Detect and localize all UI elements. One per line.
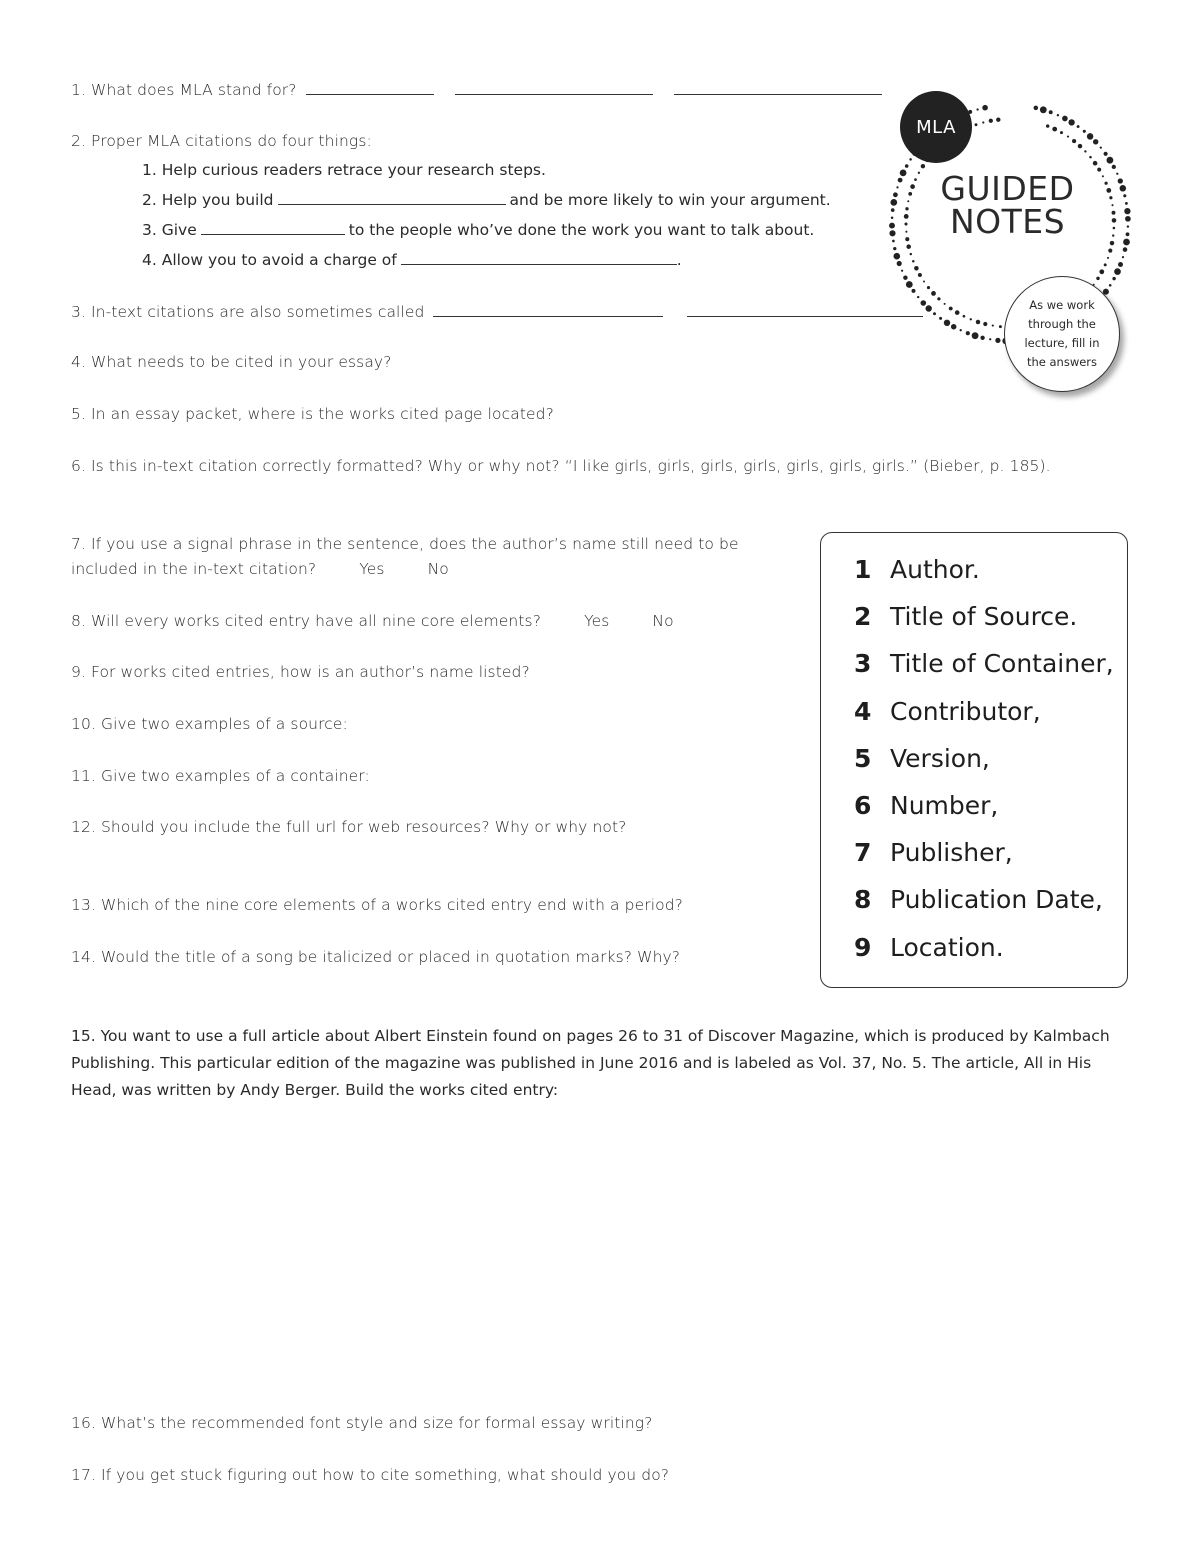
ring-dot	[903, 275, 907, 279]
ring-dot	[914, 266, 919, 271]
question-10: 10. Give two examples of a source:	[71, 715, 348, 733]
core-element-row	[821, 697, 1127, 744]
ring-dot	[996, 118, 1000, 122]
ring-dot	[917, 296, 919, 298]
question-14: 14. Would the title of a song be italicized or placed in quotation marks? Why?	[71, 948, 681, 966]
ring-dot	[989, 338, 991, 340]
ring-dot	[1109, 196, 1112, 199]
ring-dot	[1040, 106, 1047, 113]
ring-dot	[1118, 178, 1123, 183]
ring-dot	[1096, 277, 1099, 280]
ring-dot	[1099, 269, 1104, 274]
question-1-text: 1. What does MLA stand for?	[71, 81, 297, 99]
ring-dot	[995, 338, 1000, 343]
ring-dot	[1111, 204, 1113, 206]
ring-dot	[912, 289, 916, 293]
core-element-number: 6	[854, 790, 872, 820]
ring-dot	[975, 123, 978, 126]
ring-dot	[1087, 133, 1093, 139]
core-element-row	[821, 933, 1127, 980]
answer-blank[interactable]	[455, 80, 653, 95]
ring-dot	[1093, 139, 1098, 144]
ring-dot	[1123, 194, 1126, 197]
question-12: 12. Should you include the full url for web resources? Why or why not?	[71, 818, 627, 836]
ring-dot	[1049, 110, 1053, 114]
ring-dot	[921, 164, 925, 168]
ring-dot	[1127, 225, 1129, 227]
ring-dot	[983, 322, 987, 326]
ring-dot	[1046, 124, 1049, 127]
core-element-number: 5	[854, 743, 872, 773]
core-element-label: Location.	[890, 932, 1004, 962]
ring-dot	[944, 303, 946, 305]
mla-circle-label: MLA	[900, 91, 972, 163]
ring-dot	[970, 318, 972, 320]
ring-dot	[1068, 119, 1074, 125]
core-element-number: 1	[854, 555, 872, 584]
ring-dot	[1122, 256, 1124, 258]
core-element-number: 2	[854, 602, 872, 632]
ring-dot	[999, 325, 1002, 328]
ring-dot	[923, 280, 925, 282]
ring-dot	[1067, 136, 1069, 138]
ring-dot	[893, 247, 896, 250]
ring-dot	[1078, 144, 1083, 149]
core-element-label: Publication Date,	[890, 885, 1103, 915]
question-2-item-2: 2. Help you build and be more likely to win your argument.	[142, 191, 831, 209]
ring-dot	[976, 108, 978, 110]
question-8: 8. Will every works cited entry have all nine core elements? Yes No	[71, 612, 674, 630]
ring-dot	[955, 310, 960, 315]
ring-dot	[1123, 239, 1130, 246]
core-element-row	[821, 791, 1127, 838]
ring-dot	[939, 317, 942, 320]
ring-dot	[921, 300, 927, 306]
ring-dot	[1118, 262, 1123, 267]
yes-option[interactable]: Yes	[584, 612, 610, 630]
ring-dot	[1114, 268, 1121, 275]
ring-dot	[1125, 202, 1128, 205]
core-element-label: Number,	[890, 790, 999, 820]
ring-dot	[893, 192, 898, 197]
ring-dot	[1120, 185, 1127, 192]
ring-dot	[905, 237, 909, 241]
question-11: 11. Give two examples of a container:	[71, 767, 370, 785]
ring-dot	[1100, 146, 1102, 148]
question-5: 5. In an essay packet, where is the works cited page located?	[71, 405, 554, 423]
ring-dot	[898, 178, 903, 183]
ring-dot	[891, 217, 894, 220]
ring-dot	[1112, 165, 1116, 169]
ring-dot	[1125, 216, 1131, 222]
core-element-number: 9	[854, 932, 872, 962]
ring-dot	[901, 270, 903, 272]
ring-dot	[1034, 106, 1039, 111]
ring-dot	[1104, 152, 1108, 156]
question-7-line-1: 7. If you use a signal phrase in the sentence, does the author’s name still need to be	[71, 535, 739, 553]
ring-dot	[897, 261, 902, 266]
core-element-row	[821, 744, 1127, 791]
ring-dot	[918, 273, 922, 277]
core-elements-box	[820, 532, 1128, 988]
core-element-row	[821, 649, 1127, 696]
ring-dot	[1116, 173, 1118, 175]
no-option[interactable]: No	[427, 560, 449, 578]
ring-dot	[905, 231, 907, 233]
ring-dot	[1084, 150, 1086, 152]
question-2-item-3: 3. Give to the people who’ve done the work you want to talk about.	[142, 221, 815, 239]
ring-dot	[982, 105, 988, 111]
ring-dot	[906, 281, 913, 288]
ring-dot	[966, 331, 970, 335]
question-16: 16. What’s the recommended font style and size for formal essay writing?	[71, 1414, 653, 1432]
core-element-row	[821, 838, 1127, 885]
ring-dot	[1083, 130, 1086, 133]
question-15: 15. You want to use a full article about Albert Einstein found on pages 26 to 31 of Discover Magazine, which is produced by Kalmbach Publishing. This particular edition of the magazine was published in June 2016 and is labeled as Vol. 37, No. 5. The article, All in His Head, was written by Andy Berger. Build the works cited entry:	[71, 1027, 1110, 1099]
ring-dot	[926, 305, 932, 311]
question-7-line-2: included in the in-text citation? Yes No	[71, 560, 449, 578]
ring-dot	[1124, 208, 1130, 214]
ring-dot	[1057, 114, 1059, 116]
ring-dot	[992, 325, 994, 327]
answer-blank[interactable]	[306, 80, 434, 95]
question-13: 13. Which of the nine core elements of a works cited entry end with a period?	[71, 896, 683, 914]
ring-dot	[1093, 161, 1098, 166]
core-element-number: 3	[854, 649, 872, 679]
ring-dot	[937, 297, 940, 300]
ring-dot	[1112, 218, 1117, 223]
guided-notes-title: GUIDED NOTES	[940, 169, 1075, 241]
ring-dot	[912, 260, 915, 263]
question-2-item-4: 4. Allow you to avoid a charge of .	[142, 251, 682, 269]
ring-dot	[907, 200, 909, 202]
ring-dot	[1060, 131, 1063, 134]
question-9: 9. For works cited entries, how is an author’s name listed?	[71, 663, 530, 681]
ring-dot	[894, 253, 901, 260]
ring-dot	[910, 253, 912, 255]
ring-dot	[1108, 249, 1112, 253]
core-element-label: Author.	[890, 555, 980, 584]
core-element-number: 4	[854, 696, 872, 726]
ring-dot	[1112, 211, 1116, 215]
ring-dot	[1105, 182, 1108, 185]
ring-dot	[904, 222, 907, 225]
ring-dot	[914, 178, 917, 181]
ring-dot	[1123, 247, 1128, 252]
ring-dot	[944, 320, 950, 326]
ring-dot	[1126, 232, 1130, 236]
ring-dot	[960, 329, 962, 331]
answer-blank[interactable]	[433, 302, 663, 317]
ring-dot	[927, 286, 930, 289]
answer-blank[interactable]	[201, 220, 345, 235]
core-element-label: Publisher,	[890, 838, 1013, 868]
ring-dot	[989, 119, 993, 123]
ring-dot	[931, 291, 936, 296]
ring-dot	[910, 184, 915, 189]
ring-dot	[982, 121, 984, 123]
ring-dot	[933, 312, 936, 315]
instructions-bubble: As we work through the lecture, fill in the answers	[1004, 276, 1120, 392]
ring-dot	[889, 223, 895, 229]
ring-dot	[896, 186, 898, 188]
ring-dot	[891, 208, 895, 212]
ring-dot	[1072, 139, 1076, 143]
core-element-label: Contributor,	[890, 696, 1041, 726]
question-4: 4. What needs to be cited in your essay?	[71, 353, 392, 371]
core-element-row	[821, 602, 1127, 649]
ring-dot	[900, 170, 907, 177]
core-element-label: Title of Source.	[890, 602, 1078, 632]
ring-dot	[1102, 175, 1104, 177]
ring-dot	[905, 164, 909, 168]
question-1	[71, 80, 886, 99]
answer-blank[interactable]	[674, 80, 882, 95]
core-element-row	[821, 555, 1127, 602]
ring-dot	[951, 324, 956, 329]
ring-dot	[1110, 241, 1114, 245]
ring-dot	[890, 199, 897, 206]
ring-dot	[1052, 127, 1057, 132]
ring-dot	[1097, 168, 1101, 172]
ring-dot	[1113, 227, 1116, 230]
ring-dot	[963, 315, 966, 318]
ring-dot	[1077, 125, 1080, 128]
ring-dot	[1112, 277, 1115, 280]
yes-option[interactable]: Yes	[359, 560, 385, 578]
ring-dot	[1107, 157, 1114, 164]
ring-dot	[1106, 188, 1111, 193]
ring-dot	[904, 214, 909, 219]
ring-dot	[980, 336, 984, 340]
ring-dot	[976, 320, 980, 324]
ring-dot	[905, 207, 908, 210]
ring-dot	[1109, 284, 1112, 287]
answer-blank[interactable]	[401, 250, 677, 265]
ring-dot	[1112, 234, 1114, 236]
ring-dot	[909, 158, 912, 161]
ring-dot	[892, 240, 895, 243]
no-option[interactable]: No	[652, 612, 674, 630]
ring-dot	[906, 244, 911, 249]
ring-dot	[1089, 156, 1092, 159]
question-3: 3. In-text citations are also sometimes called	[71, 302, 927, 321]
answer-blank[interactable]	[278, 190, 506, 205]
ring-dot	[1104, 263, 1107, 266]
ring-dot	[889, 230, 895, 236]
core-element-label: Title of Container,	[890, 649, 1114, 679]
ring-dot	[1107, 257, 1109, 259]
question-17: 17. If you get stuck figuring out how to cite something, what should you do?	[71, 1466, 670, 1484]
ring-dot	[949, 307, 953, 311]
ring-dot	[1062, 116, 1068, 122]
core-element-row	[821, 885, 1127, 932]
ring-dot	[972, 332, 979, 339]
ring-dot	[908, 192, 912, 196]
core-element-number: 7	[854, 838, 872, 868]
ring-dot	[918, 172, 920, 174]
core-element-label: Version,	[890, 743, 990, 773]
question-6: 6. Is this in-text citation correctly formatted? Why or why not? “I like girls, girls, girls, girls, girls, girls, girls.” (Bieber, p. 185).	[71, 457, 1051, 475]
core-element-number: 8	[854, 885, 872, 915]
question-2: 2. Proper MLA citations do four things:	[71, 132, 372, 150]
question-2-item-1: 1. Help curious readers retrace your research steps.	[142, 161, 546, 179]
